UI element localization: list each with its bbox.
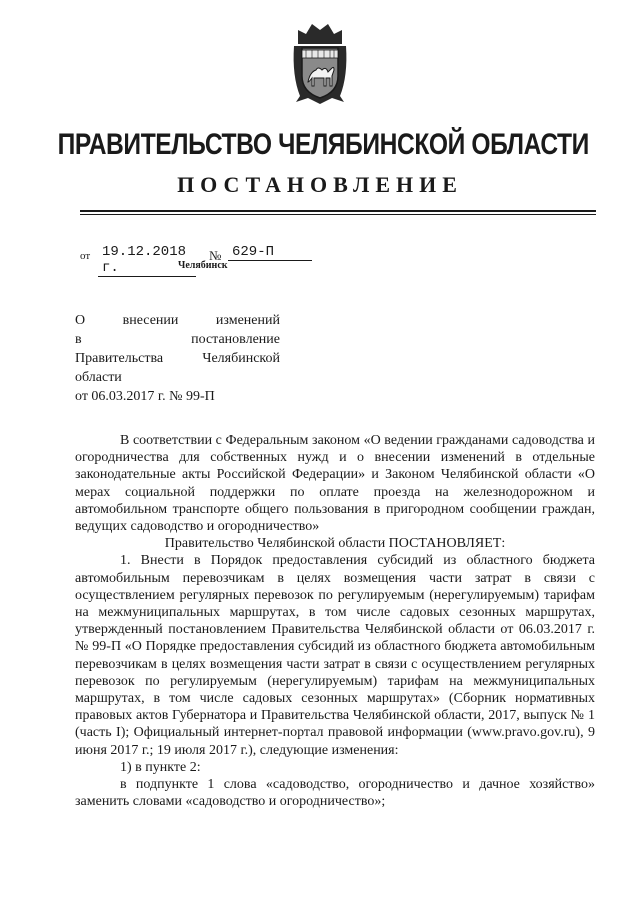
subitem-1-paragraph: 1) в пункте 2: (120, 759, 201, 775)
document-date: 19.12.2018 г. (98, 244, 196, 277)
document-number: 629-П (228, 244, 312, 261)
subitem-1a-paragraph: в подпункте 1 слова «садоводство, огородничество и дачное хозяйство» заменить словами «садоводство и огородничество»; (75, 777, 595, 810)
header-rule-thick (80, 210, 596, 212)
subject-line-2: в постановление (75, 332, 280, 347)
government-title: ПРАВИТЕЛЬСТВО ЧЕЛЯБИНСКОЙ ОБЛАСТИ (57, 128, 589, 161)
resolution-statement: Правительство Челябинской области ПОСТАНОВЛЯЕТ: (164, 536, 506, 552)
document-body (75, 432, 595, 810)
subject-line-1: О внесении изменений (75, 313, 280, 328)
number-sign: № (209, 248, 222, 263)
subject-line-5: от 06.03.2017 г. № 99-П (75, 389, 215, 404)
document-type-title: ПОСТАНОВЛЕНИЕ (177, 172, 463, 197)
item-1-paragraph: 1. Внести в Порядок предоставления субсидий из областного бюджета автомобильным перевозчикам в целях возмещения части затрат в связи с осуществлением регулярных перевозок по регулируемым (нерегулируемым) тарифам на межмуниципальных маршрутах, в том числе садовых сезонных маршрутах, утвержденный постановлением Правительства Челябинской области от 06.03.2017 г. № 99-П «О Порядке предоставления субсидий из областного бюджета автомобильным перевозчикам в целях возмещения части затрат в связи с осуществлением регулярных перевозок по регулируемым (нерегулируемым) тарифам на межмуниципальных маршрутах, в том числе садовых сезонных маршрутах» (Сборник нормативных правовых актов Губернатора и Правительства Челябинской области, 2017, выпуск № 1 (часть I); Официальный интернет-портал правовой информации (www.pravo.gov.ru), 9 июня 2017 г.; 19 июля 2017 г.), следующие изменения: (75, 553, 595, 758)
issue-city: Челябинск (178, 260, 228, 271)
coat-of-arms-icon (284, 16, 356, 106)
subject-line-3: Правительства Челябинской (75, 351, 280, 366)
subject-line-4: области (75, 370, 122, 385)
header-rule-thin (80, 214, 596, 215)
date-prefix: от (80, 250, 91, 262)
preamble-paragraph: В соответствии с Федеральным законом «О ведении гражданами садоводства и огородничества для собственных нужд и о внесении изменений в отдельные законодательные акты Российской Федерации» и Законом Челябинской области «О мерах социальной поддержки по оплате проезда на железнодорожном и автомобильном транспорте общего пользования в пригородном сообщении граждан, ведущих садоводство и огородничество» (75, 433, 595, 535)
document-subject (75, 311, 280, 406)
